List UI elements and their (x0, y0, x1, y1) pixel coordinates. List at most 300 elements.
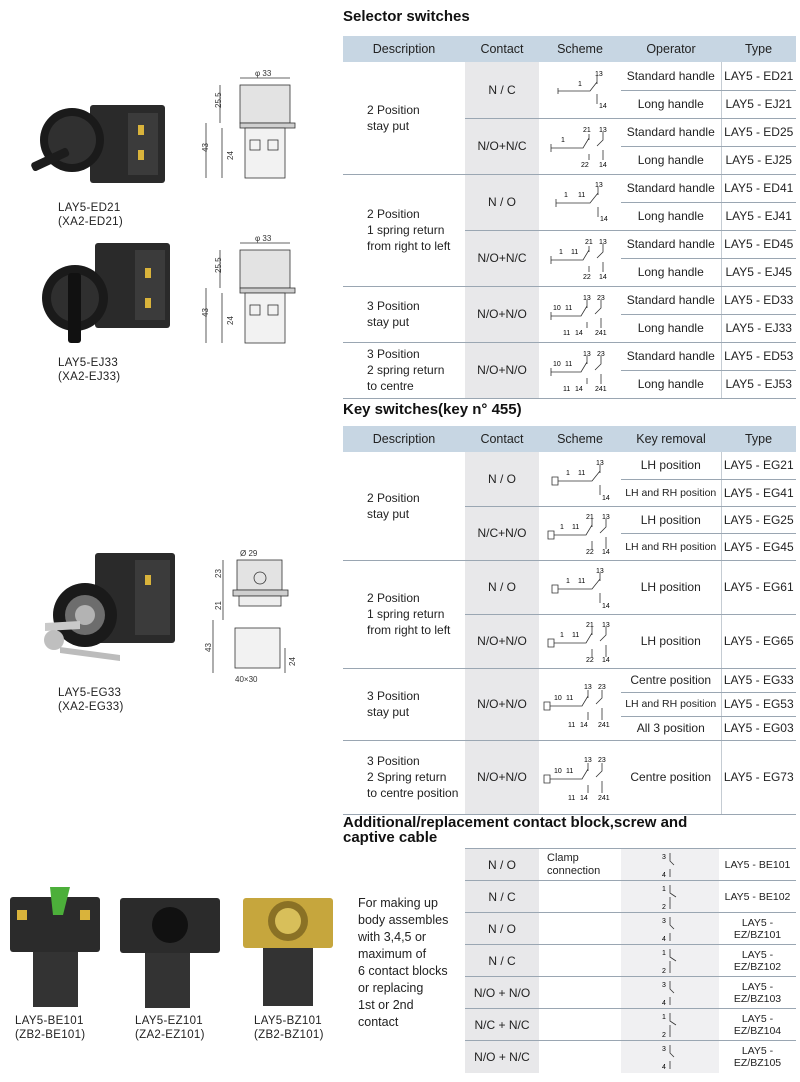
note-cell (539, 849, 621, 881)
contact-cell: N / C (465, 881, 539, 913)
svg-text:11: 11 (566, 768, 574, 775)
additional-description (358, 895, 448, 1031)
contact-cell: N/O+N/C (465, 118, 539, 174)
svg-text:1: 1 (560, 632, 564, 639)
caption-model: LAY5-BE101 (15, 1015, 84, 1027)
svg-text:241: 241 (598, 795, 610, 802)
operator-cell: Long handle (621, 146, 721, 174)
scheme-no-contact-icon (660, 1043, 680, 1071)
note-line: Clamp (547, 852, 579, 864)
dim-e-label: 40×30 (235, 675, 258, 684)
col-description: Description (343, 36, 465, 62)
svg-text:22: 22 (583, 274, 591, 281)
dim-b-label: 43 (201, 308, 210, 317)
desc-line: 3 Position (367, 299, 420, 313)
svg-text:13: 13 (583, 295, 591, 302)
caption-ej33 (58, 356, 120, 384)
scheme-cell (539, 614, 621, 668)
type-cell: LAY5 - EJ25 (721, 146, 796, 174)
desc-line: 2 spring return (367, 363, 445, 377)
dim-b-label: 43 (201, 143, 210, 152)
type-cell: LAY5 - ED33 (721, 286, 796, 314)
type-cell: LAY5 - EG61 (721, 560, 796, 614)
type-cell: LAY5 - EJ33 (721, 314, 796, 342)
scheme-cell (539, 286, 621, 342)
svg-text:11: 11 (566, 695, 574, 702)
svg-text:241: 241 (598, 722, 610, 729)
desc-line: 2 Spring return (367, 770, 447, 784)
table-row (465, 1041, 796, 1073)
svg-text:22: 22 (581, 162, 589, 169)
caption-alt-model: (XA2-EG33) (58, 701, 124, 713)
svg-text:14: 14 (599, 274, 607, 281)
dim-c-label: 24 (226, 151, 235, 160)
type-cell: LAY5 - EG73 (721, 740, 796, 814)
operator-cell: Long handle (621, 90, 721, 118)
desc-line: 1st or 2nd (358, 998, 414, 1012)
caption-alt-model: (ZB2-BE101) (15, 1029, 86, 1041)
dim-c-label: 43 (204, 643, 213, 652)
svg-text:4: 4 (662, 871, 666, 879)
dim-a-label: 25.5 (214, 257, 223, 273)
desc-line: 2 Position (367, 490, 420, 505)
svg-text:1: 1 (578, 80, 582, 88)
desc-line: 1 spring return (367, 607, 445, 621)
title-line: Additional/replacement contact block,screw and (343, 814, 688, 831)
note-cell (539, 913, 621, 945)
caption-alt-model: (ZA2-EZ101) (135, 1029, 205, 1041)
scheme-cell (621, 1041, 719, 1073)
table-row (465, 977, 796, 1009)
key-removal-cell: LH position (621, 560, 721, 614)
dim-a-label: 25.5 (214, 92, 223, 108)
note-cell (539, 881, 621, 913)
svg-text:10: 10 (553, 361, 561, 368)
dim-d-label: 24 (288, 657, 297, 666)
desc-line: body assembles (358, 913, 449, 927)
scheme-key-no-icon (548, 457, 612, 501)
svg-text:14: 14 (602, 549, 610, 556)
desc-line: stay put (367, 705, 410, 719)
description-cell (343, 342, 465, 398)
desc-line: to centre (367, 379, 414, 393)
scheme-cell (539, 174, 621, 230)
table-row (343, 668, 796, 692)
svg-text:14: 14 (599, 102, 607, 110)
contact-cell: N/C + N/C (465, 1009, 539, 1041)
svg-text:13: 13 (584, 757, 592, 764)
svg-text:21: 21 (585, 239, 593, 246)
svg-text:22: 22 (586, 657, 594, 664)
svg-text:10: 10 (554, 695, 562, 702)
type-cell: LAY5 - EG65 (721, 614, 796, 668)
operator-cell: Standard handle (621, 230, 721, 258)
note-line: connection (547, 865, 601, 877)
note-cell (539, 1041, 621, 1073)
svg-text:11: 11 (563, 330, 571, 337)
table-row (343, 452, 796, 479)
svg-text:23: 23 (598, 684, 606, 691)
svg-text:2: 2 (662, 903, 666, 911)
scheme-no-contact-icon (660, 851, 680, 879)
scheme-cell (539, 740, 621, 814)
type-cell: LAY5 - EG21 (721, 452, 796, 479)
diameter-label: φ 33 (255, 234, 272, 243)
svg-text:4: 4 (662, 1063, 666, 1071)
key-table (343, 426, 796, 815)
type-cell: LAY5 - EG45 (721, 533, 796, 560)
diameter-label: φ 33 (255, 69, 272, 78)
selector-table (343, 36, 796, 399)
caption-eg33 (58, 686, 124, 714)
col-scheme: Scheme (539, 426, 621, 452)
contact-cell: N / O (465, 560, 539, 614)
scheme-cell (539, 506, 621, 560)
key-removal-cell: LH position (621, 452, 721, 479)
type-cell: LAY5 - EG25 (721, 506, 796, 533)
product-image-be101 (5, 885, 105, 1010)
svg-text:14: 14 (580, 795, 588, 802)
description-cell (343, 740, 465, 814)
key-removal-cell: LH and RH position (621, 479, 721, 506)
svg-text:13: 13 (599, 239, 607, 246)
description-cell (343, 174, 465, 286)
contact-cell: N / O (465, 174, 539, 230)
scheme-key-nono-spring-icon (544, 619, 616, 663)
svg-text:1: 1 (561, 137, 565, 144)
table-row (343, 740, 796, 814)
desc-line: stay put (367, 118, 410, 133)
svg-text:1: 1 (662, 949, 666, 957)
svg-text:13: 13 (596, 459, 604, 467)
col-key-removal: Key removal (621, 426, 721, 452)
scheme-cell (539, 118, 621, 174)
scheme-no-spring-icon (550, 181, 610, 223)
svg-text:10: 10 (553, 305, 561, 312)
contact-cell: N/O + N/O (465, 977, 539, 1009)
contact-cell: N / O (465, 913, 539, 945)
svg-text:13: 13 (599, 127, 607, 134)
contact-cell: N/O+N/O (465, 614, 539, 668)
scheme-no-contact-icon (660, 979, 680, 1007)
svg-text:11: 11 (565, 361, 573, 368)
scheme-cell (621, 977, 719, 1009)
svg-text:241: 241 (595, 386, 607, 393)
description-cell (343, 452, 465, 560)
scheme-cell (539, 560, 621, 614)
key-removal-cell: LH position (621, 506, 721, 533)
type-cell: LAY5 - ED45 (721, 230, 796, 258)
svg-text:1: 1 (560, 524, 564, 531)
table-row (343, 174, 796, 202)
type-cell: LAY5 - EJ21 (721, 90, 796, 118)
additional-title (343, 815, 687, 845)
svg-text:11: 11 (578, 578, 586, 585)
col-type: Type (721, 36, 796, 62)
desc-line: 3 Position (367, 689, 420, 703)
caption-ez101 (135, 1014, 205, 1042)
type-cell: LAY5 - ED21 (721, 62, 796, 90)
svg-text:11: 11 (572, 632, 580, 639)
svg-text:14: 14 (602, 603, 610, 610)
contact-cell: N/O + N/C (465, 1041, 539, 1073)
type-cell: LAY5 - EZ/BZ101 (719, 913, 796, 945)
col-scheme: Scheme (539, 36, 621, 62)
title-line: captive cable (343, 829, 438, 846)
note-cell (539, 1009, 621, 1041)
svg-text:13: 13 (595, 182, 603, 189)
scheme-nc-icon (550, 70, 610, 110)
type-cell: LAY5 - ED25 (721, 118, 796, 146)
scheme-nc-contact-icon (660, 883, 680, 911)
svg-text:4: 4 (662, 935, 666, 943)
scheme-nc-contact-icon (660, 947, 680, 975)
type-cell: LAY5 - EG03 (721, 716, 796, 740)
svg-text:14: 14 (600, 216, 608, 223)
desc-line: 3 Position (367, 347, 420, 361)
contact-cell: N/O+N/O (465, 668, 539, 740)
table-header-row (343, 36, 796, 62)
table-row (465, 1009, 796, 1041)
desc-line: 6 contact blocks (358, 964, 448, 978)
svg-text:14: 14 (575, 386, 583, 393)
desc-line: For making up (358, 896, 438, 910)
svg-text:241: 241 (595, 330, 607, 337)
svg-text:11: 11 (563, 386, 571, 393)
description-cell (343, 62, 465, 174)
note-cell (539, 977, 621, 1009)
key-removal-cell: LH and RH position (621, 533, 721, 560)
dim-c-label: 24 (226, 316, 235, 325)
description-cell (343, 668, 465, 740)
caption-alt-model: (ZB2-BZ101) (254, 1029, 324, 1041)
scheme-key-no-spring-icon (548, 565, 612, 609)
description-cell (343, 286, 465, 342)
svg-text:13: 13 (602, 514, 610, 521)
type-cell: LAY5 - BE102 (719, 881, 796, 913)
svg-text:1: 1 (564, 192, 568, 199)
table-row (465, 913, 796, 945)
operator-cell: Standard handle (621, 286, 721, 314)
operator-cell: Standard handle (621, 342, 721, 370)
svg-text:21: 21 (586, 622, 594, 629)
product-image-eg33 (40, 545, 180, 675)
svg-text:13: 13 (583, 351, 591, 358)
key-removal-cell: All 3 position (621, 716, 721, 740)
svg-text:11: 11 (568, 722, 576, 729)
desc-line: maximum of (358, 947, 427, 961)
svg-text:14: 14 (602, 494, 610, 502)
dim-b-label: 21 (214, 601, 223, 610)
contact-cell: N / O (465, 452, 539, 506)
key-removal-cell: LH and RH position (621, 692, 721, 716)
scheme-key-3pos-icon (542, 680, 618, 728)
contact-cell: N / O (465, 849, 539, 881)
table-row (465, 945, 796, 977)
scheme-key-ncno-icon (544, 511, 616, 555)
diameter-label: Ø 29 (240, 549, 258, 558)
operator-cell: Long handle (621, 370, 721, 398)
desc-line: with 3,4,5 or (358, 930, 427, 944)
type-cell: LAY5 - EJ41 (721, 202, 796, 230)
scheme-cell (621, 1009, 719, 1041)
key-removal-cell: LH position (621, 614, 721, 668)
caption-model: LAY5-EG33 (58, 687, 122, 699)
additional-table (465, 848, 796, 1073)
operator-cell: Long handle (621, 202, 721, 230)
svg-text:3: 3 (662, 853, 666, 861)
col-type: Type (721, 426, 796, 452)
caption-model: LAY5-ED21 (58, 202, 121, 214)
svg-text:14: 14 (580, 722, 588, 729)
caption-ed21 (58, 201, 123, 229)
type-cell: LAY5 - EZ/BZ104 (719, 1009, 796, 1041)
svg-text:13: 13 (595, 70, 603, 78)
operator-cell: Long handle (621, 258, 721, 286)
operator-cell: Long handle (621, 314, 721, 342)
svg-text:11: 11 (578, 192, 586, 199)
scheme-key-3pos-spring-icon (542, 753, 618, 801)
svg-text:3: 3 (662, 917, 666, 925)
svg-text:2: 2 (662, 967, 666, 975)
table-row (343, 286, 796, 314)
svg-text:14: 14 (602, 657, 610, 664)
scheme-cell (539, 452, 621, 506)
desc-line: 2 Position (367, 207, 420, 221)
svg-text:21: 21 (583, 127, 591, 134)
note-cell (539, 945, 621, 977)
scheme-nonc-spring-icon (545, 236, 615, 280)
col-contact: Contact (465, 36, 539, 62)
dimension-drawing-eg33 (205, 548, 305, 688)
col-description: Description (343, 426, 465, 452)
contact-cell: N/C+N/O (465, 506, 539, 560)
svg-text:1: 1 (566, 469, 570, 477)
desc-line: contact (358, 1015, 399, 1029)
type-cell: LAY5 - EZ/BZ102 (719, 945, 796, 977)
scheme-cell (539, 668, 621, 740)
description-cell (343, 560, 465, 668)
scheme-3pos-icon (545, 292, 615, 336)
type-cell: LAY5 - EG41 (721, 479, 796, 506)
scheme-cell (539, 230, 621, 286)
svg-text:4: 4 (662, 999, 666, 1007)
product-image-bz101 (238, 888, 338, 1010)
table-row (465, 849, 796, 881)
svg-text:1: 1 (662, 885, 666, 893)
desc-line: 3 Position (367, 754, 420, 768)
desc-line: to centre position (367, 786, 459, 800)
type-cell: LAY5 - EZ/BZ105 (733, 1044, 782, 1069)
svg-text:1: 1 (559, 249, 563, 256)
svg-text:11: 11 (565, 305, 573, 312)
operator-cell: Standard handle (621, 62, 721, 90)
desc-line: or replacing (358, 981, 424, 995)
scheme-cell (621, 913, 719, 945)
scheme-cell (621, 849, 719, 881)
scheme-no-contact-icon (660, 915, 680, 943)
svg-text:1: 1 (662, 1013, 666, 1021)
svg-text:14: 14 (575, 330, 583, 337)
contact-cell: N / C (465, 62, 539, 118)
svg-text:22: 22 (586, 549, 594, 556)
scheme-cell (539, 342, 621, 398)
table-row (343, 62, 796, 90)
caption-bz101 (254, 1014, 324, 1042)
contact-cell: N/O+N/O (465, 342, 539, 398)
desc-line: 2 Position (367, 591, 420, 605)
type-cell: LAY5 - EJ53 (721, 370, 796, 398)
selector-title: Selector switches (343, 8, 470, 25)
svg-text:11: 11 (572, 524, 580, 531)
scheme-cell (621, 945, 719, 977)
contact-cell: N/O+N/O (465, 286, 539, 342)
type-cell: LAY5 - ED53 (721, 342, 796, 370)
svg-text:13: 13 (584, 684, 592, 691)
col-operator: Operator (621, 36, 721, 62)
type-cell: LAY5 - EG33 (721, 668, 796, 692)
key-title: Key switches(key n° 455) (343, 401, 522, 418)
desc-line: 2 Position (367, 102, 420, 117)
product-image-ez101 (115, 890, 225, 1010)
col-contact: Contact (465, 426, 539, 452)
table-row (343, 560, 796, 614)
type-cell: LAY5 - EZ/BZ103 (719, 977, 796, 1009)
dim-a-label: 23 (214, 569, 223, 578)
svg-text:11: 11 (568, 795, 576, 802)
type-cell: LAY5 - ED41 (721, 174, 796, 202)
svg-text:14: 14 (599, 162, 607, 169)
caption-alt-model: (XA2-EJ33) (58, 371, 121, 383)
svg-text:23: 23 (597, 295, 605, 302)
svg-text:23: 23 (598, 757, 606, 764)
caption-model: LAY5-EZ101 (135, 1015, 203, 1027)
scheme-cell (539, 62, 621, 118)
scheme-nc-contact-icon (660, 1011, 680, 1039)
product-image-ej33 (30, 238, 180, 348)
caption-alt-model: (XA2-ED21) (58, 216, 123, 228)
svg-text:11: 11 (578, 469, 586, 477)
caption-model: LAY5-EJ33 (58, 357, 119, 369)
svg-text:1: 1 (566, 578, 570, 585)
table-header-row (343, 426, 796, 452)
type-cell: LAY5 - EG53 (721, 692, 796, 716)
svg-text:21: 21 (586, 514, 594, 521)
desc-line: stay put (367, 315, 410, 329)
type-cell: LAY5 - EJ45 (721, 258, 796, 286)
svg-text:23: 23 (597, 351, 605, 358)
svg-text:3: 3 (662, 981, 666, 989)
desc-line: from right to left (367, 239, 451, 253)
contact-cell: N / C (465, 945, 539, 977)
table-row (465, 881, 796, 913)
operator-cell: Standard handle (621, 118, 721, 146)
dimension-drawing-ej33 (200, 235, 300, 355)
desc-line: from right to left (367, 623, 451, 637)
svg-text:13: 13 (596, 568, 604, 575)
contact-cell: N/O+N/C (465, 230, 539, 286)
type-cell: LAY5 - BE101 (719, 849, 796, 881)
contact-cell: N/O+N/O (465, 740, 539, 814)
caption-be101 (15, 1014, 85, 1042)
caption-model: LAY5-BZ101 (254, 1015, 322, 1027)
product-image-ed21 (20, 95, 180, 195)
dimension-drawing-ed21 (200, 70, 300, 190)
desc-line: stay put (367, 506, 410, 521)
desc-line: 1 spring return (367, 223, 445, 237)
svg-text:10: 10 (554, 768, 562, 775)
key-removal-cell: Centre position (621, 740, 721, 814)
